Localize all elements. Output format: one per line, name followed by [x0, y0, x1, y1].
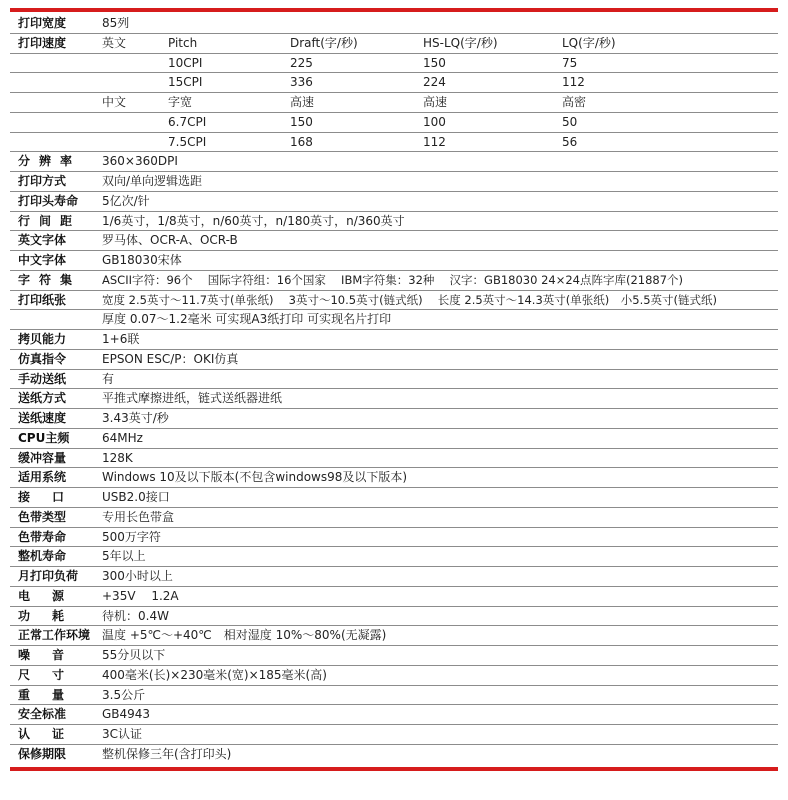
spec-row-os	[10, 468, 778, 488]
spec-row-interface	[10, 488, 778, 508]
spec-value: 温度 +5℃～+40℃ 相对湿度 10%～80%(无凝露)	[102, 628, 387, 643]
spec-value: 1+6联	[102, 332, 140, 346]
spec-value: Windows 10及以下版本(不包含windows98及以下版本)	[102, 470, 408, 485]
spec-value: 待机：0.4W	[102, 608, 169, 623]
spec-value: GB4943	[102, 707, 151, 722]
speed-cell: 6.7CPI	[168, 114, 207, 129]
spec-value: 整机保修三年(含打印头)	[102, 746, 232, 761]
spec-row-environment	[10, 626, 778, 646]
spec-value: 平推式摩擦进纸，链式送纸器进纸	[102, 391, 283, 406]
spec-label: 打印头寿命	[18, 193, 79, 208]
spec-value: GB18030宋体	[102, 253, 182, 267]
spec-row-print-speed-en-1	[10, 54, 778, 74]
spec-label: 行间距	[18, 213, 82, 228]
spec-row-machine-life	[10, 547, 778, 567]
spec-value: EPSON ESC/P：OKI仿真	[102, 351, 239, 366]
spec-value: 64MHz	[102, 430, 143, 445]
spec-label: 认证	[18, 727, 87, 741]
spec-row-buffer	[10, 449, 778, 469]
spec-row-zh-font	[10, 251, 778, 271]
speed-en-label: 英文	[102, 35, 127, 50]
spec-value: 400毫米(长)×230毫米(宽)×185毫米(高)	[102, 667, 327, 682]
spec-label: 色带寿命	[18, 529, 67, 544]
spec-label: 分辨率	[18, 154, 82, 169]
spec-value: 3C认证	[102, 727, 143, 741]
speed-cell: 150	[290, 114, 313, 129]
speed-zh-label: 中文	[102, 95, 127, 109]
spec-row-paper-1	[10, 291, 778, 311]
spec-row-paper-2	[10, 310, 778, 330]
spec-label: 中文字体	[18, 253, 67, 267]
spec-label: 缓冲容量	[18, 450, 67, 465]
spec-value: 55分贝以下	[102, 648, 166, 662]
spec-label: 电源	[18, 588, 87, 603]
spec-label: 送纸速度	[18, 411, 67, 425]
spec-label: 拷贝能力	[18, 332, 67, 346]
spec-label: 打印宽度	[18, 16, 67, 30]
spec-row-print-speed-en-2	[10, 73, 778, 93]
speed-cell: 15CPI	[168, 75, 203, 90]
spec-value: 360×360DPI	[102, 154, 178, 169]
spec-value: 双向/单向逻辑选距	[102, 174, 203, 188]
spec-row-line-spacing	[10, 212, 778, 232]
spec-label: 接口	[18, 490, 87, 504]
spec-label: 色带类型	[18, 509, 67, 524]
spec-label: 仿真指令	[18, 351, 67, 366]
speed-cell: 75	[562, 55, 578, 70]
speed-cell: 112	[423, 134, 446, 149]
spec-value: 罗马体、OCR-A、OCR-B	[102, 233, 238, 248]
spec-row-print-speed-en-header	[10, 34, 778, 54]
spec-label: 打印方式	[18, 174, 67, 188]
speed-cell: 224	[423, 75, 446, 90]
spec-value: 85列	[102, 16, 130, 30]
spec-value: 5年以上	[102, 549, 146, 564]
spec-row-ribbon-type	[10, 508, 778, 528]
speed-header-cell: 高速	[423, 95, 448, 109]
spec-row-noise	[10, 646, 778, 666]
spec-row-charset	[10, 271, 778, 291]
bottom-red-bar	[10, 767, 778, 771]
spec-label: 月打印负荷	[18, 569, 79, 583]
spec-label: 打印速度	[18, 35, 67, 50]
spec-value: 3.5公斤	[102, 687, 146, 702]
spec-row-ribbon-life	[10, 528, 778, 548]
spec-row-weight	[10, 686, 778, 706]
spec-label: 重量	[18, 687, 87, 702]
spec-row-safety	[10, 705, 778, 725]
spec-label: 整机寿命	[18, 549, 67, 564]
speed-header-cell: Draft(字/秒)	[290, 35, 358, 50]
spec-value: 500万字符	[102, 529, 161, 544]
speed-cell: 336	[290, 75, 313, 90]
spec-label: CPU主频	[18, 430, 70, 445]
speed-cell: 112	[562, 75, 585, 90]
spec-value: ASCII字符：96个 国际字符组：16个国家 IBM字符集：32种 汉字：GB18030 24×24点阵字库(21887个)	[102, 272, 684, 287]
spec-row-feed-method	[10, 389, 778, 409]
spec-label: 送纸方式	[18, 391, 67, 406]
spec-label: 保修期限	[18, 746, 67, 761]
spec-label: 噪音	[18, 648, 87, 662]
spec-row-warranty	[10, 745, 778, 765]
spec-value: 厚度 0.07～1.2毫米 可实现A3纸打印 可实现名片打印	[102, 312, 392, 327]
spec-value: 128K	[102, 450, 133, 465]
spec-row-cpu	[10, 429, 778, 449]
spec-label: 字符集	[18, 272, 82, 287]
spec-row-print-speed-zh-1	[10, 113, 778, 133]
spec-value: 3.43英寸/秒	[102, 411, 169, 425]
spec-value: 宽度 2.5英寸～11.7英寸(单张纸) 3英寸～10.5英寸(链式纸) 长度 2.5英寸～14.3英寸(单张纸) 小5.5英寸(链式纸)	[102, 292, 718, 307]
spec-value: 专用长色带盒	[102, 509, 175, 524]
spec-label: 手动送纸	[18, 371, 67, 386]
spec-label: 适用系统	[18, 470, 67, 485]
spec-label: 英文字体	[18, 233, 67, 248]
speed-cell: 100	[423, 114, 446, 129]
speed-cell: 225	[290, 55, 313, 70]
speed-header-cell: HS-LQ(字/秒)	[423, 35, 498, 50]
speed-header-cell: 高密	[562, 95, 587, 109]
spec-label: 正常工作环境	[18, 628, 91, 643]
spec-row-en-font	[10, 231, 778, 251]
spec-value: 5亿次/针	[102, 193, 150, 208]
spec-row-print-width	[10, 14, 778, 34]
speed-cell: 168	[290, 134, 313, 149]
spec-value: USB2.0接口	[102, 490, 170, 504]
speed-cell: 50	[562, 114, 578, 129]
spec-row-print-mode	[10, 172, 778, 192]
spec-label: 打印纸张	[18, 292, 67, 307]
spec-row-power	[10, 587, 778, 607]
spec-row-monthly-load	[10, 567, 778, 587]
spec-row-size	[10, 666, 778, 686]
speed-header-cell: LQ(字/秒)	[562, 35, 616, 50]
spec-label: 尺寸	[18, 667, 87, 682]
spec-value: +35V 1.2A	[102, 588, 179, 603]
speed-cell: 7.5CPI	[168, 134, 207, 149]
speed-cell: 10CPI	[168, 55, 203, 70]
spec-row-emulation	[10, 350, 778, 370]
spec-label: 安全标准	[18, 707, 67, 722]
spec-row-resolution	[10, 152, 778, 172]
spec-row-feed-speed	[10, 409, 778, 429]
speed-header-cell: 高速	[290, 95, 315, 109]
speed-cell: 56	[562, 134, 578, 149]
top-red-bar	[10, 8, 778, 12]
speed-header-cell: Pitch	[168, 35, 198, 50]
speed-cell: 150	[423, 55, 446, 70]
spec-row-consumption	[10, 607, 778, 627]
spec-row-head-life	[10, 192, 778, 212]
spec-value: 1/6英寸，1/8英寸，n/60英寸，n/180英寸，n/360英寸	[102, 213, 405, 228]
spec-row-cert	[10, 725, 778, 745]
spec-label: 功耗	[18, 608, 87, 623]
spec-row-print-speed-zh-2	[10, 133, 778, 153]
spec-value: 有	[102, 371, 115, 386]
spec-value: 300小时以上	[102, 569, 173, 583]
spec-row-copy	[10, 330, 778, 350]
spec-row-manual-feed	[10, 370, 778, 390]
speed-header-cell: 字宽	[168, 95, 193, 109]
spec-row-print-speed-zh-header	[10, 93, 778, 113]
spec-table	[10, 14, 778, 765]
